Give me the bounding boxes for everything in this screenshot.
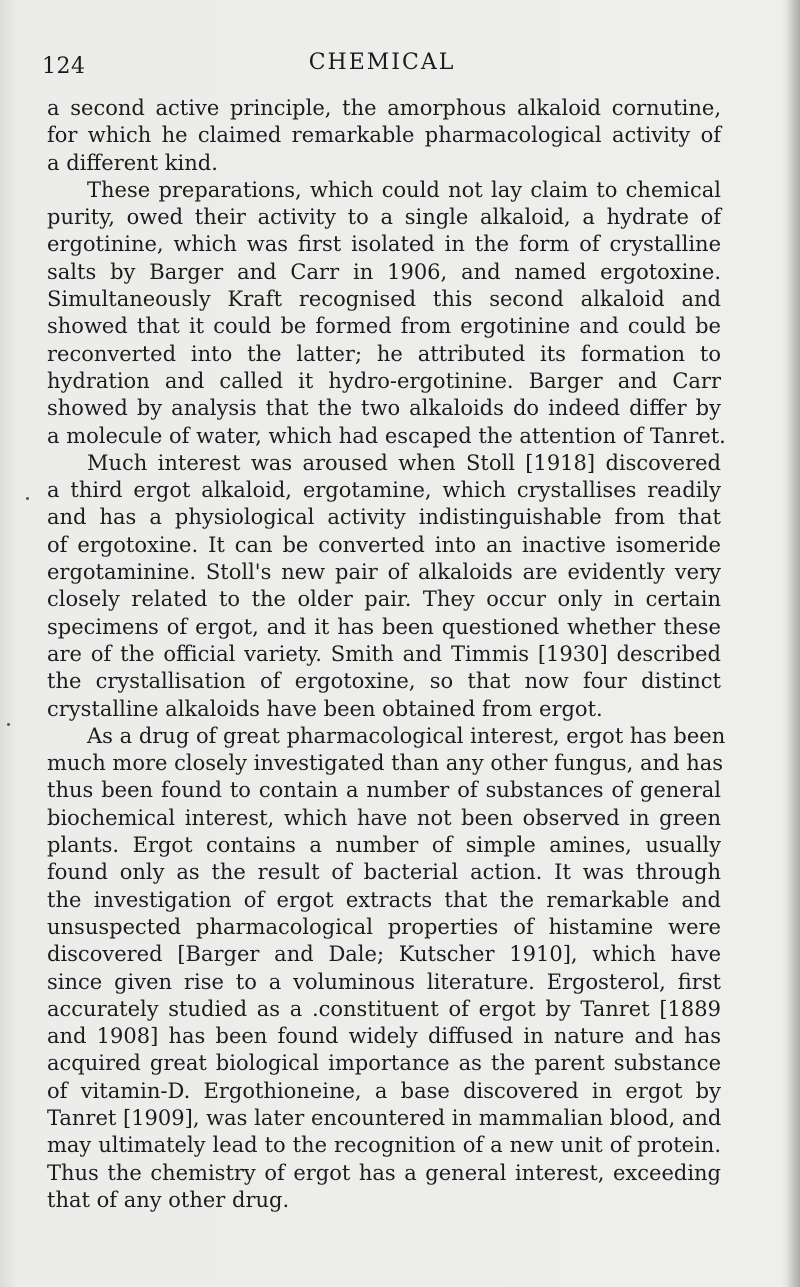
paragraph-start-line: These preparations, which could not lay claim to chemical (87, 177, 721, 202)
text-line: discovered [Barger and Dale; Kutscher 1910], which have (47, 942, 721, 967)
page-number: 124 (42, 54, 86, 79)
text-line: the crystallisation of ergotoxine, so that now four distinct (47, 669, 721, 694)
page-edge-shadow (786, 0, 800, 1287)
text-line: and has a physiological activity indistinguishable from that (47, 505, 721, 530)
print-speck (7, 723, 10, 726)
text-line: and 1908] has been found widely diffused in nature and has (47, 1024, 721, 1049)
running-title: CHEMICAL (308, 50, 456, 75)
text-line: a third ergot alkaloid, ergotamine, which crystallises readily (47, 478, 721, 503)
text-line: hydration and called it hydro-ergotinine. Barger and Carr (47, 368, 721, 393)
text-line: unsuspected pharmacological properties of histamine were (47, 914, 721, 939)
text-line: may ultimately lead to the recognition of a new unit of protein. (47, 1133, 721, 1158)
text-line: that of any other drug. (47, 1187, 290, 1212)
text-line: biochemical interest, which have not been observed in green (47, 805, 721, 830)
text-line: much more closely investigated than any other fungus, and has (47, 751, 724, 776)
text-line: Thus the chemistry of ergot has a general interest, exceeding (47, 1160, 721, 1185)
text-line: showed that it could be formed from ergotinine and could be (47, 314, 721, 339)
text-line: a molecule of water, which had escaped the attention of Tanret. (47, 423, 726, 448)
text-line: acquired great biological importance as the parent substance (47, 1051, 721, 1076)
text-line: a different kind. (47, 150, 218, 175)
text-line: ergotinine, which was first isolated in the form of crystalline (47, 232, 721, 257)
text-line: thus been found to contain a number of substances of general (47, 778, 721, 803)
text-line: salts by Barger and Carr in 1906, and named ergotoxine. (47, 259, 721, 284)
paragraph-start-line: Much interest was aroused when Stoll [1918] discovered (87, 450, 721, 475)
text-line: a second active principle, the amorphous alkaloid cornutine, (47, 96, 721, 120)
text-line: reconverted into the latter; he attributed its formation to (47, 341, 721, 366)
text-line: of ergotoxine. It can be converted into an inactive isomeride (47, 532, 721, 557)
text-line: Simultaneously Kraft recognised this second alkaloid and (47, 287, 721, 312)
text-line: plants. Ergot contains a number of simple amines, usually (47, 833, 721, 858)
text-line: are of the official variety. Smith and Timmis [1930] described (47, 641, 721, 666)
text-line: showed by analysis that the two alkaloids do indeed differ by (47, 396, 721, 421)
text-line: since given rise to a voluminous literature. Ergosterol, first (47, 969, 721, 994)
text-line: crystalline alkaloids have been obtained from ergot. (47, 696, 603, 721)
text-line: the investigation of ergot extracts that the remarkable and (47, 887, 721, 912)
paragraph-start-line: As a drug of great pharmacological interest, ergot has been (87, 723, 726, 748)
text-line: closely related to the older pair. They occur only in certain (47, 587, 721, 612)
text-line: accurately studied as a .constituent of ergot by Tanret [1889 (47, 996, 721, 1021)
text-line: for which he claimed remarkable pharmacological activity of (47, 123, 721, 148)
body-text (47, 95, 726, 1214)
text-line: found only as the result of bacterial action. It was through (47, 860, 721, 885)
text-line: purity, owed their activity to a single alkaloid, a hydrate of (47, 205, 721, 230)
text-line: specimens of ergot, and it has been questioned whether these (47, 614, 721, 639)
text-line: ergotaminine. Stoll's new pair of alkaloids are evidently very (47, 560, 721, 585)
print-speck (26, 497, 29, 500)
text-line: Tanret [1909], was later encountered in mammalian blood, and (47, 1105, 722, 1130)
text-line: of vitamin-D. Ergothioneine, a base discovered in ergot by (47, 1078, 721, 1103)
running-head (42, 50, 722, 80)
